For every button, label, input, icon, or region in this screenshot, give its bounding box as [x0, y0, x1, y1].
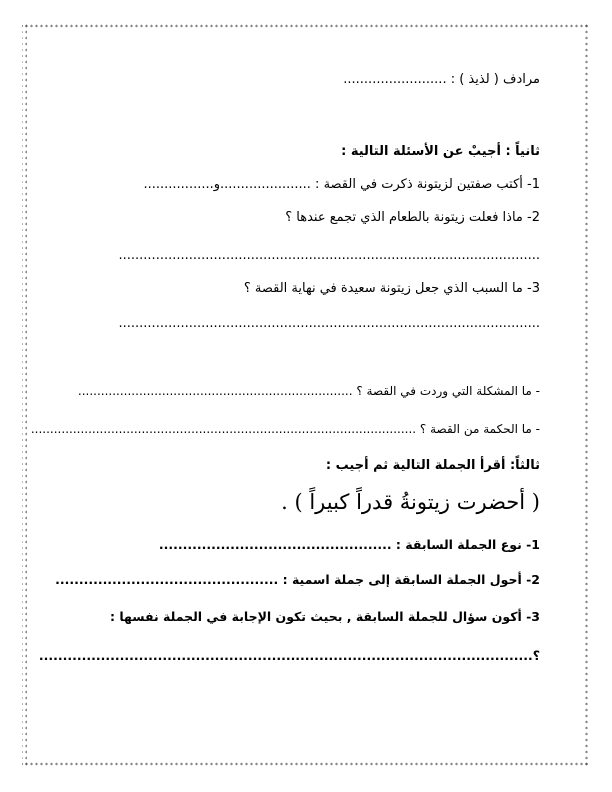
section3-title: ثالثاً: أقرأ الجملة التالية ثم أجيب : — [325, 458, 540, 473]
section2-question-2: 2- ماذا فعلت زيتونة بالطعام الذي تجمع عندها ؟ — [285, 210, 540, 225]
answer-line: ...................................................................................................... — [118, 316, 540, 331]
section2-question-4: - ما المشكلة التي وردت في القصة ؟ ........................................................................ — [77, 384, 540, 398]
section3-answer-line: ؟........................................................................................................ — [38, 648, 540, 663]
section3-question-3: 3- أكون سؤال للجملة السابقة , بحيث تكون الإجابة في الجملة نفسها : — [109, 609, 540, 624]
section3-question-2: 2- أحول الجملة السابقة إلى جملة اسمية : ............................................... — [55, 572, 540, 587]
answer-line: ...................................................................................................... — [118, 248, 540, 263]
section2-question-1: 1- أكتب صفتين لزيتونة ذكرت في القصة : ......................و................. — [143, 177, 540, 192]
synonym-line: مرادف ( لذيذ ) : ......................... — [343, 72, 540, 87]
section3-question-1: 1- نوع الجملة السابقة : ................................................. — [158, 537, 540, 552]
section2-title: ثانياً : أجيبْ عن الأسئلة التالية : — [341, 144, 540, 159]
section2-question-3: 3- ما السبب الذي جعل زيتونة سعيدة في نهاية القصة ؟ — [243, 281, 540, 296]
section2-question-5: - ما الحكمة من القصة ؟ ..................................................................................................... — [30, 422, 540, 436]
section3-sentence: ( أحضرت زيتونةُ قدراً كبيراً ) . — [281, 490, 540, 514]
